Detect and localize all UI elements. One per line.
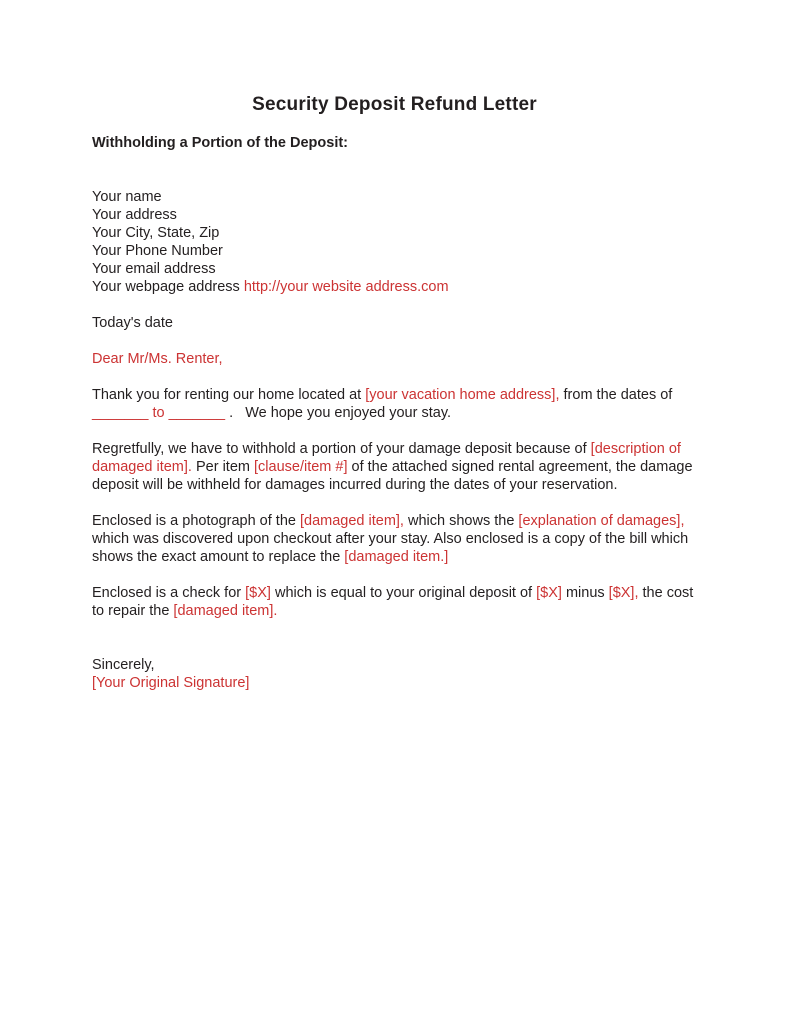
placeholder-repair-amount: [$X], <box>608 585 639 601</box>
text-segment: the cost to repair the <box>92 585 698 619</box>
sender-city-state-zip-line: Your City, State, Zip <box>92 225 220 241</box>
sender-email-line: Your email address <box>92 261 216 277</box>
sender-name-line: Your name <box>92 189 162 205</box>
placeholder-date-blanks: _______ to _______ <box>92 405 226 421</box>
signature-placeholder: [Your Original Signature] <box>92 675 250 691</box>
paragraph-thank-you <box>92 386 697 422</box>
placeholder-deposit-amount: [$X] <box>536 585 562 601</box>
text-segment: Per item <box>191 459 254 475</box>
document-title: Security Deposit Refund Letter <box>252 94 537 115</box>
section-heading: Withholding a Portion of the Deposit: <box>92 135 349 151</box>
placeholder-damaged-item: [damaged item], <box>299 513 404 529</box>
text-segment: Enclosed is a photograph of the <box>92 513 300 529</box>
spacer <box>92 638 697 656</box>
salutation: Dear Mr/Ms. Renter, <box>92 351 223 367</box>
closing-sincerely: Sincerely, <box>92 657 155 673</box>
placeholder-check-amount: [$X] <box>245 585 271 601</box>
text-segment: Enclosed is a check for <box>92 585 246 601</box>
text-segment: . We hope you enjoyed your stay. <box>225 405 452 421</box>
paragraph-enclosed-photo <box>92 512 697 566</box>
text-segment: which is equal to your original deposit of <box>270 585 537 601</box>
website-placeholder: http://your website address.com <box>243 279 449 295</box>
sender-phone-line: Your Phone Number <box>92 243 223 259</box>
text-segment: Regretfully, we have to withhold a portion of your damage deposit because of <box>92 441 591 457</box>
text-segment: Thank you for renting our home located at <box>92 387 366 403</box>
text-segment: of the attached signed rental agreement, the damage deposit will be withheld for damages incurred during the dates of your reservation. <box>92 459 697 493</box>
webpage-label: Your webpage address <box>92 279 244 295</box>
placeholder-clause-item: [clause/item #] <box>254 459 348 475</box>
placeholder-damage-explanation: [explanation of damages], <box>518 513 685 529</box>
paragraph-withhold-reason <box>92 440 697 494</box>
placeholder-damaged-item: [damaged item.] <box>344 549 449 565</box>
text-segment: minus <box>561 585 609 601</box>
text-segment: which was discovered upon checkout after your stay. Also enclosed is a copy of the bill which shows the exact amount to replace the <box>92 513 693 565</box>
date-line: Today's date <box>92 315 173 331</box>
paragraph-enclosed-check <box>92 584 697 620</box>
text-segment: which shows the <box>403 513 519 529</box>
placeholder-damaged-item: [damaged item]. <box>173 603 278 619</box>
sender-address-line: Your address <box>92 207 177 223</box>
placeholder-vacation-home-address: [your vacation home address], <box>365 387 560 403</box>
text-segment: from the dates of <box>559 387 677 403</box>
placeholder-damage-description: [description of damaged item]. <box>92 441 685 475</box>
sender-webpage-line <box>92 278 697 296</box>
sender-address-block <box>92 188 697 296</box>
